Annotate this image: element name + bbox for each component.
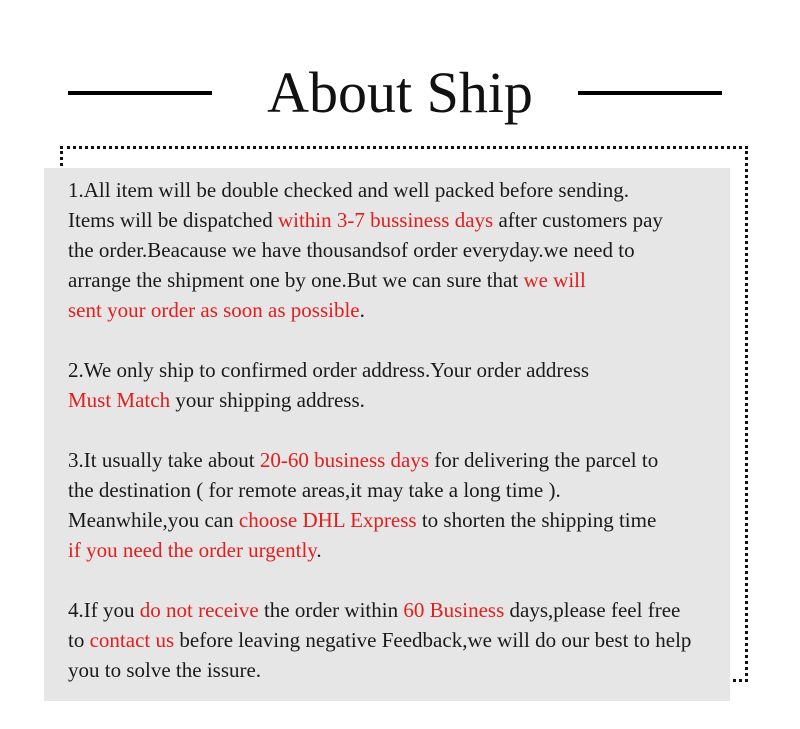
text-line	[68, 265, 728, 295]
text-line	[68, 175, 728, 205]
paragraph-contact	[68, 595, 728, 685]
text-line	[68, 385, 728, 415]
paragraph-address	[68, 355, 728, 415]
text-run: 1.All item will be double checked and well packed before sending.	[68, 178, 629, 202]
text-run: 2.We only ship to confirmed order address.Your order address	[68, 358, 590, 382]
text-line	[68, 445, 728, 475]
text-run: you to solve the issure.	[68, 658, 262, 682]
highlight-promise: sent your order as soon as possible	[68, 298, 360, 322]
paragraph-packing	[68, 175, 728, 325]
text-line	[68, 205, 728, 235]
text-line	[68, 535, 728, 565]
highlight-promise: we will	[523, 268, 586, 292]
paragraph-delivery	[68, 445, 728, 565]
text-run: Items will be dispatched	[68, 208, 278, 232]
text-line	[68, 505, 728, 535]
text-run: your shipping address.	[170, 388, 365, 412]
text-run: .	[359, 298, 365, 322]
text-run: to shorten the shipping time	[416, 508, 657, 532]
text-run: 3.It usually take about	[68, 448, 260, 472]
text-run: after customers pay	[493, 208, 663, 232]
page-title: About Ship	[267, 60, 533, 125]
highlight-not-receive: do not receive	[139, 598, 259, 622]
highlight-dhl: choose DHL Express	[238, 508, 417, 532]
highlight-dispatch-time: within 3-7 bussiness days	[277, 208, 494, 232]
text-run: to	[68, 628, 90, 652]
highlight-urgent: if you need the order urgently	[68, 538, 317, 562]
highlight-delivery-time: 20-60 business days	[259, 448, 430, 472]
text-run: before leaving negative Feedback,we will do our best to help	[174, 628, 692, 652]
highlight-contact-us: contact us	[89, 628, 175, 652]
text-line	[68, 595, 728, 625]
text-run: Meanwhile,you can	[68, 508, 239, 532]
text-line	[68, 235, 728, 265]
text-line	[68, 295, 728, 325]
text-run: for delivering the parcel to	[429, 448, 659, 472]
text-run: the order within	[258, 598, 404, 622]
text-line	[68, 655, 728, 685]
text-run: .	[316, 538, 322, 562]
shipping-info	[68, 175, 728, 715]
text-line	[68, 625, 728, 655]
text-run: the order.Beacause we have thousandsof order everyday.we need to	[68, 238, 635, 262]
text-run: arrange the shipment one by one.But we can sure that	[68, 268, 524, 292]
text-line	[68, 475, 728, 505]
text-run: 4.If you	[68, 598, 140, 622]
text-run: the destination ( for remote areas,it may take a long time ).	[68, 478, 561, 502]
text-run: days,please feel free	[504, 598, 681, 622]
highlight-60-days: 60 Business	[403, 598, 505, 622]
highlight-must-match: Must Match	[68, 388, 171, 412]
text-line	[68, 355, 728, 385]
